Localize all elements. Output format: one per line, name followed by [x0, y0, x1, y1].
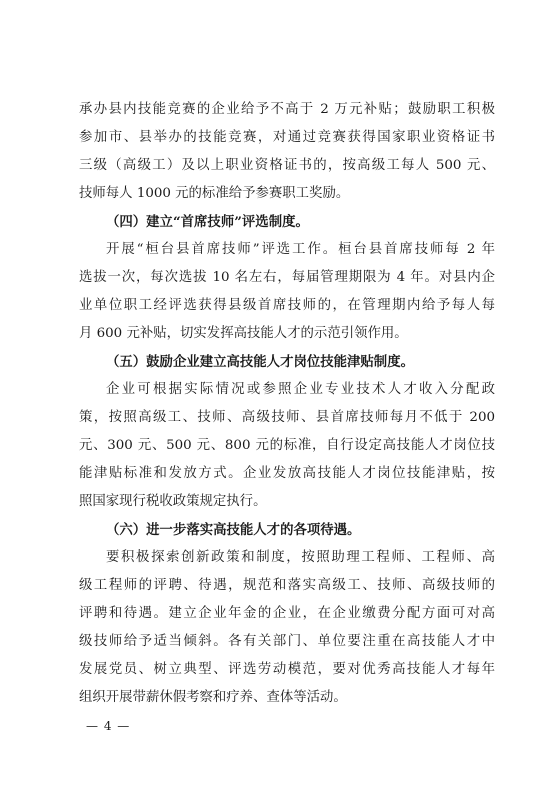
paragraph-line: 要积极探索创新政策和制度，按照助理工程师、工程师、高 — [106, 550, 495, 565]
paragraph-line: 业单位职工经评选获得县级首席技师的，在管理期内给予每人每 — [79, 298, 495, 313]
section-heading-4: （四）建立“首席技师”评选制度。 — [106, 214, 309, 230]
paragraph-line: 照国家现行税收政策规定执行。 — [79, 494, 267, 509]
paragraph-line: 策，按照高级工、技师、高级技师、县首席技师每月不低于 200 — [79, 410, 495, 425]
paragraph-line: 评聘和待遇。建立企业年金的企业，在企业缴费分配方面可对高 — [79, 606, 495, 621]
paragraph-line: 能津贴标准和发放方式。企业发放高技能人才岗位技能津贴，按 — [79, 466, 495, 481]
paragraph-line: 组织开展带薪休假考察和疗养、查体等活动。 — [79, 690, 347, 705]
paragraph-line: 企业可根据实际情况或参照企业专业技术人才收入分配政 — [106, 382, 495, 397]
page-number: — 4 — — [86, 719, 131, 733]
document-body — [79, 96, 495, 712]
paragraph-line: 选拔一次，每次选拔 10 名左右，每届管理期限为 4 年。对县内企 — [79, 270, 495, 285]
paragraph-line: 参加市、县举办的技能竞赛，对通过竞赛获得国家职业资格证书 — [79, 130, 495, 145]
paragraph-line: 三级（高级工）及以上职业资格证书的，按高级工每人 500 元、 — [79, 158, 495, 173]
paragraph-line: 级技师给予适当倾斜。各有关部门、单位要注重在高技能人才中 — [79, 634, 495, 649]
paragraph-line: 元、300 元、500 元、800 元的标准，自行设定高技能人才岗位技 — [79, 438, 495, 453]
paragraph-line: 技师每人 1000 元的标准给予参赛职工奖励。 — [79, 186, 350, 201]
paragraph-line: 承办县内技能竞赛的企业给予不高于 2 万元补贴；鼓励职工积极 — [79, 102, 495, 117]
paragraph-line: 发展党员、树立典型、评选劳动模范，要对优秀高技能人才每年 — [79, 662, 495, 677]
section-heading-6: （六）进一步落实高技能人才的各项待遇。 — [106, 522, 361, 538]
paragraph-line: 月 600 元补贴，切实发挥高技能人才的示范引领作用。 — [79, 326, 408, 341]
section-heading-5: （五）鼓励企业建立高技能人才岗位技能津贴制度。 — [106, 354, 414, 370]
paragraph-line: 开展“桓台县首席技师”评选工作。桓台县首席技师每 2 年 — [106, 242, 495, 257]
paragraph-line: 级工程师的评聘、待遇，规范和落实高级工、技师、高级技师的 — [79, 578, 495, 593]
